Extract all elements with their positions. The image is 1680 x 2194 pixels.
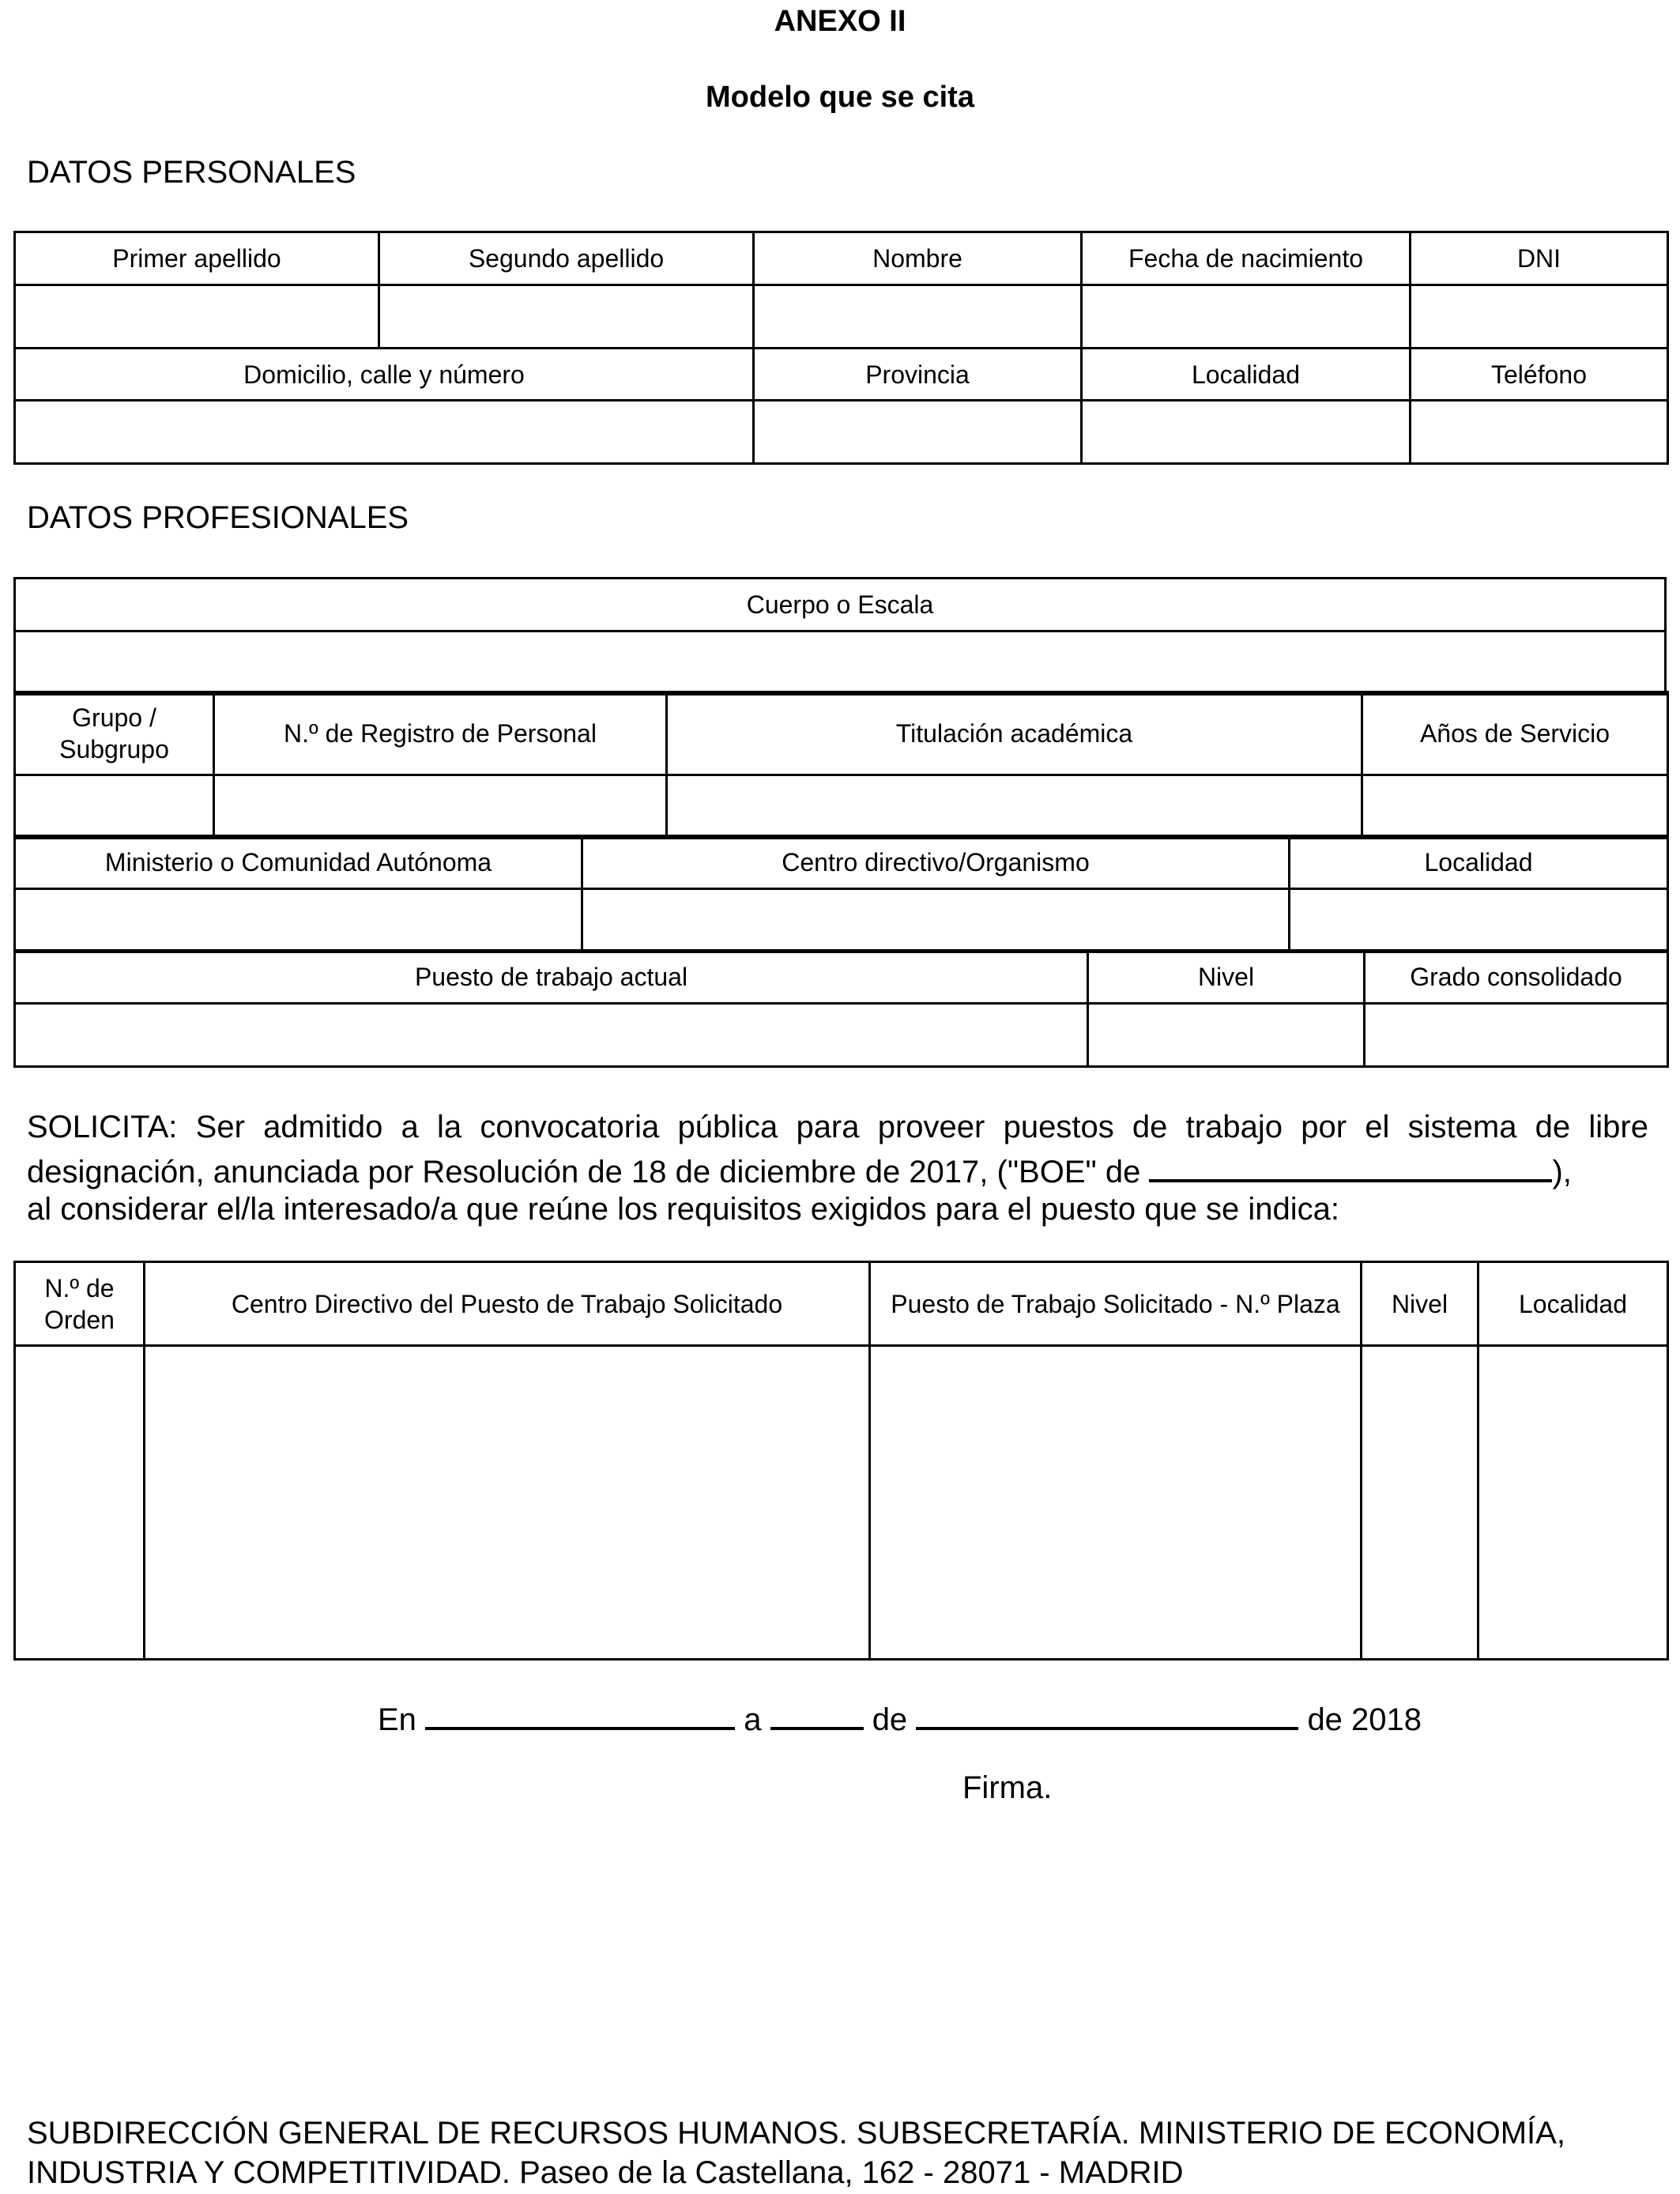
header-centro-directivo: Centro directivo/Organismo xyxy=(582,836,1290,889)
label-a: a xyxy=(744,1702,762,1737)
label-en: En xyxy=(378,1702,416,1737)
field-titulacion[interactable] xyxy=(667,775,1362,839)
header-fecha-nacimiento: Fecha de nacimiento xyxy=(1082,232,1411,285)
signature-date-line xyxy=(378,1695,1422,1738)
header-nivel-puesto: Nivel xyxy=(1362,1262,1478,1346)
header-grupo-subgrupo: Grupo / Subgrupo xyxy=(15,692,214,775)
field-grado-consolidado[interactable] xyxy=(1365,1004,1668,1067)
label-de: de xyxy=(872,1702,908,1737)
request-paragraph xyxy=(27,1106,1648,1193)
professional-row2-table xyxy=(13,835,1669,953)
header-localidad-puesto: Localidad xyxy=(1478,1262,1668,1346)
footer-line-1: SUBDIRECCIÓN GENERAL DE RECURSOS HUMANOS. SUBSECRETARÍA. MINISTERIO DE ECONOMÍA, xyxy=(27,2116,1565,2151)
header-domicilio: Domicilio, calle y número xyxy=(15,349,754,401)
header-grado-consolidado: Grado consolidado xyxy=(1365,951,1668,1004)
field-centro-directivo[interactable] xyxy=(582,889,1290,952)
month-blank[interactable] xyxy=(916,1695,1298,1730)
boe-date-blank[interactable] xyxy=(1149,1148,1552,1182)
field-dni[interactable] xyxy=(1411,285,1668,349)
field-anos-servicio[interactable] xyxy=(1362,775,1668,839)
document-subtitle: Modelo que se cita xyxy=(706,81,974,114)
positions-table xyxy=(13,1261,1669,1661)
field-nivel[interactable] xyxy=(1088,1004,1365,1067)
header-nivel: Nivel xyxy=(1088,951,1365,1004)
field-localidad[interactable] xyxy=(1082,401,1411,464)
header-ministerio: Ministerio o Comunidad Autónoma xyxy=(15,836,582,889)
footer-line-2: INDUSTRIA Y COMPETITIVIDAD. Paseo de la Castellana, 162 - 28071 - MADRID xyxy=(27,2155,1184,2190)
header-nombre: Nombre xyxy=(754,232,1082,285)
field-numero-orden[interactable] xyxy=(15,1346,145,1660)
professional-data-heading: DATOS PROFESIONALES xyxy=(27,500,409,535)
field-fecha-nacimiento[interactable] xyxy=(1082,285,1411,349)
personal-data-table xyxy=(13,231,1669,465)
place-blank[interactable] xyxy=(425,1695,735,1730)
field-provincia[interactable] xyxy=(754,401,1082,464)
request-text-line3: al considerar el/la interesado/a que reúne los requisitos exigidos para el puesto que se indica: xyxy=(27,1192,1340,1227)
header-registro-personal: N.º de Registro de Personal xyxy=(214,692,667,775)
field-puesto-plaza[interactable] xyxy=(870,1346,1362,1660)
label-year: de 2018 xyxy=(1307,1702,1422,1737)
day-blank[interactable] xyxy=(770,1695,864,1730)
personal-data-heading: DATOS PERSONALES xyxy=(27,155,356,190)
header-titulacion: Titulación académica xyxy=(667,692,1362,775)
field-telefono[interactable] xyxy=(1411,401,1668,464)
header-cuerpo-escala: Cuerpo o Escala xyxy=(15,579,1666,631)
header-anos-servicio: Años de Servicio xyxy=(1362,692,1668,775)
header-numero-orden: N.º de Orden xyxy=(15,1262,145,1346)
header-provincia: Provincia xyxy=(754,349,1082,401)
field-localidad-prof[interactable] xyxy=(1290,889,1668,952)
document-title: ANEXO II xyxy=(774,5,906,38)
field-registro-personal[interactable] xyxy=(214,775,667,839)
field-nombre[interactable] xyxy=(754,285,1082,349)
header-primer-apellido: Primer apellido xyxy=(15,232,379,285)
field-segundo-apellido[interactable] xyxy=(379,285,754,349)
header-dni: DNI xyxy=(1411,232,1668,285)
professional-row3-table xyxy=(13,949,1669,1068)
header-telefono: Teléfono xyxy=(1411,349,1668,401)
professional-row1-table xyxy=(13,691,1669,839)
field-puesto-actual[interactable] xyxy=(15,1004,1088,1067)
field-localidad-puesto[interactable] xyxy=(1478,1346,1668,1660)
field-ministerio[interactable] xyxy=(15,889,582,952)
header-puesto-plaza: Puesto de Trabajo Solicitado - N.º Plaza xyxy=(870,1262,1362,1346)
request-text: SOLICITA: Ser admitido a la convocatoria pública para proveer puestos de trabajo por el sistema de libre designación, anunciada por Resolución de 18 de diciembre de 2017, ("BOE" de xyxy=(27,1110,1648,1189)
request-text-close: ), xyxy=(1552,1155,1572,1189)
field-domicilio[interactable] xyxy=(15,401,754,464)
field-cuerpo-escala[interactable] xyxy=(15,631,1666,695)
field-nivel-puesto[interactable] xyxy=(1362,1346,1478,1660)
header-puesto-actual: Puesto de trabajo actual xyxy=(15,951,1088,1004)
signature-label: Firma. xyxy=(962,1770,1053,1805)
field-grupo-subgrupo[interactable] xyxy=(15,775,214,839)
header-localidad-prof: Localidad xyxy=(1290,836,1668,889)
field-centro-directivo-puesto[interactable] xyxy=(145,1346,870,1660)
field-primer-apellido[interactable] xyxy=(15,285,379,349)
header-segundo-apellido: Segundo apellido xyxy=(379,232,754,285)
header-localidad: Localidad xyxy=(1082,349,1411,401)
cuerpo-table xyxy=(13,577,1667,696)
header-centro-directivo-puesto: Centro Directivo del Puesto de Trabajo Solicitado xyxy=(145,1262,870,1346)
